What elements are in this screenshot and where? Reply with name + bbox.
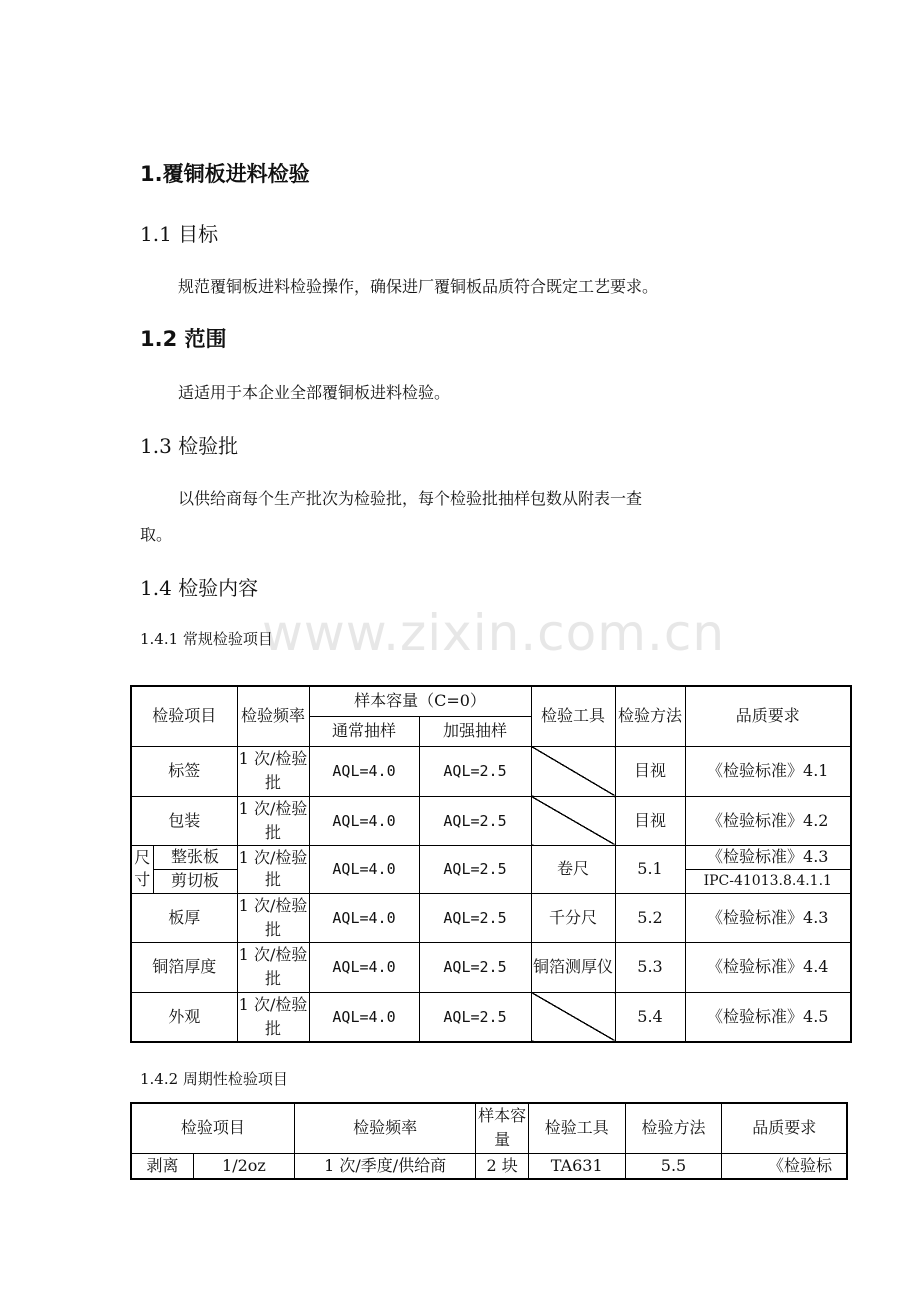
section-1-4-1-heading: 1.4.1 常规检验项目 bbox=[140, 630, 273, 648]
cell-freq: 1 次/检验批 bbox=[237, 942, 309, 992]
cell-normal: AQL=4.0 bbox=[309, 893, 419, 942]
header-item: 检验项目 bbox=[131, 686, 237, 746]
header-method: 检验方法 bbox=[615, 686, 685, 746]
table-row bbox=[131, 942, 851, 992]
header-strict: 加强抽样 bbox=[419, 716, 531, 746]
cell-sample: 2 块 bbox=[476, 1153, 528, 1179]
section-1-3-text-line2: 取。 bbox=[140, 525, 173, 544]
cell-method: 目视 bbox=[615, 796, 685, 845]
cell-size-group: 尺寸 bbox=[131, 845, 153, 893]
cell-size-sub2: 剪切板 bbox=[153, 869, 237, 893]
cell-freq: 1 次/检验批 bbox=[237, 746, 309, 796]
cell-quality-1: 《检验标准》4.3 bbox=[685, 845, 851, 869]
cell-method: 5.5 bbox=[625, 1153, 722, 1179]
cell-tool: TA631 bbox=[528, 1153, 625, 1179]
section-1-heading: 1.覆铜板进料检验 bbox=[140, 162, 310, 186]
cell-method: 5.3 bbox=[615, 942, 685, 992]
cell-strict: AQL=2.5 bbox=[419, 845, 531, 893]
table-row bbox=[131, 1153, 847, 1179]
cell-item: 标签 bbox=[131, 746, 237, 796]
cell-item: 剥离 bbox=[131, 1153, 194, 1179]
watermark: www.zixin.com.cn bbox=[262, 604, 726, 662]
cell-tool: 铜箔测厚仪 bbox=[531, 942, 615, 992]
cell-quality: 《检验标 bbox=[722, 1153, 847, 1179]
table-row bbox=[131, 746, 851, 796]
header-sample: 样本容量 bbox=[476, 1103, 528, 1153]
cell-tool-empty bbox=[531, 796, 615, 845]
cell-normal: AQL=4.0 bbox=[309, 796, 419, 845]
header-quality: 品质要求 bbox=[685, 686, 851, 746]
cell-normal: AQL=4.0 bbox=[309, 942, 419, 992]
section-1-1-heading: 1.1 目标 bbox=[140, 222, 219, 246]
cell-quality: 《检验标准》4.2 bbox=[685, 796, 851, 845]
cell-quality: 《检验标准》4.1 bbox=[685, 746, 851, 796]
cell-method: 5.1 bbox=[615, 845, 685, 893]
header-method: 检验方法 bbox=[625, 1103, 722, 1153]
cell-freq: 1 次/检验批 bbox=[237, 893, 309, 942]
header-normal: 通常抽样 bbox=[309, 716, 419, 746]
cell-method: 目视 bbox=[615, 746, 685, 796]
cell-quality-2: IPC-41013.8.4.1.1 bbox=[685, 869, 851, 893]
cell-quality: 《检验标准》4.4 bbox=[685, 942, 851, 992]
section-1-2-heading: 1.2 范围 bbox=[140, 327, 227, 351]
cell-method: 5.4 bbox=[615, 992, 685, 1042]
cell-strict: AQL=2.5 bbox=[419, 942, 531, 992]
table-row bbox=[131, 992, 851, 1042]
cell-item: 包装 bbox=[131, 796, 237, 845]
header-freq: 检验频率 bbox=[237, 686, 309, 746]
cell-normal: AQL=4.0 bbox=[309, 845, 419, 893]
cell-item: 外观 bbox=[131, 992, 237, 1042]
cell-item: 铜箔厚度 bbox=[131, 942, 237, 992]
cell-tool: 千分尺 bbox=[531, 893, 615, 942]
cell-item: 板厚 bbox=[131, 893, 237, 942]
cell-normal: AQL=4.0 bbox=[309, 992, 419, 1042]
header-item: 检验项目 bbox=[131, 1103, 294, 1153]
cell-strict: AQL=2.5 bbox=[419, 893, 531, 942]
header-tool: 检验工具 bbox=[528, 1103, 625, 1153]
cell-method: 5.2 bbox=[615, 893, 685, 942]
cell-freq: 1 次/检验批 bbox=[237, 992, 309, 1042]
cell-freq: 1 次/检验批 bbox=[237, 796, 309, 845]
cell-strict: AQL=2.5 bbox=[419, 992, 531, 1042]
section-1-3-text-line1: 以供给商每个生产批次为检验批，每个检验批抽样包数从附表一查 bbox=[178, 489, 643, 508]
routine-inspection-table bbox=[130, 685, 852, 1043]
periodic-inspection-table bbox=[130, 1102, 848, 1180]
header-freq: 检验频率 bbox=[294, 1103, 476, 1153]
cell-tool: 卷尺 bbox=[531, 845, 615, 893]
cell-strict: AQL=2.5 bbox=[419, 746, 531, 796]
cell-normal: AQL=4.0 bbox=[309, 746, 419, 796]
cell-strict: AQL=2.5 bbox=[419, 796, 531, 845]
section-1-1-text: 规范覆铜板进料检验操作，确保进厂覆铜板品质符合既定工艺要求。 bbox=[178, 277, 659, 296]
cell-tool-empty bbox=[531, 746, 615, 796]
cell-quality: 《检验标准》4.5 bbox=[685, 992, 851, 1042]
section-1-3-heading: 1.3 检验批 bbox=[140, 434, 239, 458]
cell-quality: 《检验标准》4.3 bbox=[685, 893, 851, 942]
header-quality: 品质要求 bbox=[722, 1103, 847, 1153]
table-row bbox=[131, 796, 851, 845]
header-tool: 检验工具 bbox=[531, 686, 615, 746]
cell-sub: 1/2oz bbox=[194, 1153, 295, 1179]
cell-tool-empty bbox=[531, 992, 615, 1042]
cell-freq: 1 次/季度/供给商 bbox=[294, 1153, 476, 1179]
cell-size-sub1: 整张板 bbox=[153, 845, 237, 869]
cell-freq: 1 次/检验批 bbox=[237, 845, 309, 893]
header-sample: 样本容量（C=0） bbox=[309, 686, 531, 716]
table-row bbox=[131, 893, 851, 942]
table-row-size bbox=[131, 845, 851, 869]
section-1-4-heading: 1.4 检验内容 bbox=[140, 576, 259, 600]
section-1-2-text: 适适用于本企业全部覆铜板进料检验。 bbox=[178, 383, 451, 402]
section-1-4-2-heading: 1.4.2 周期性检验项目 bbox=[140, 1070, 288, 1088]
